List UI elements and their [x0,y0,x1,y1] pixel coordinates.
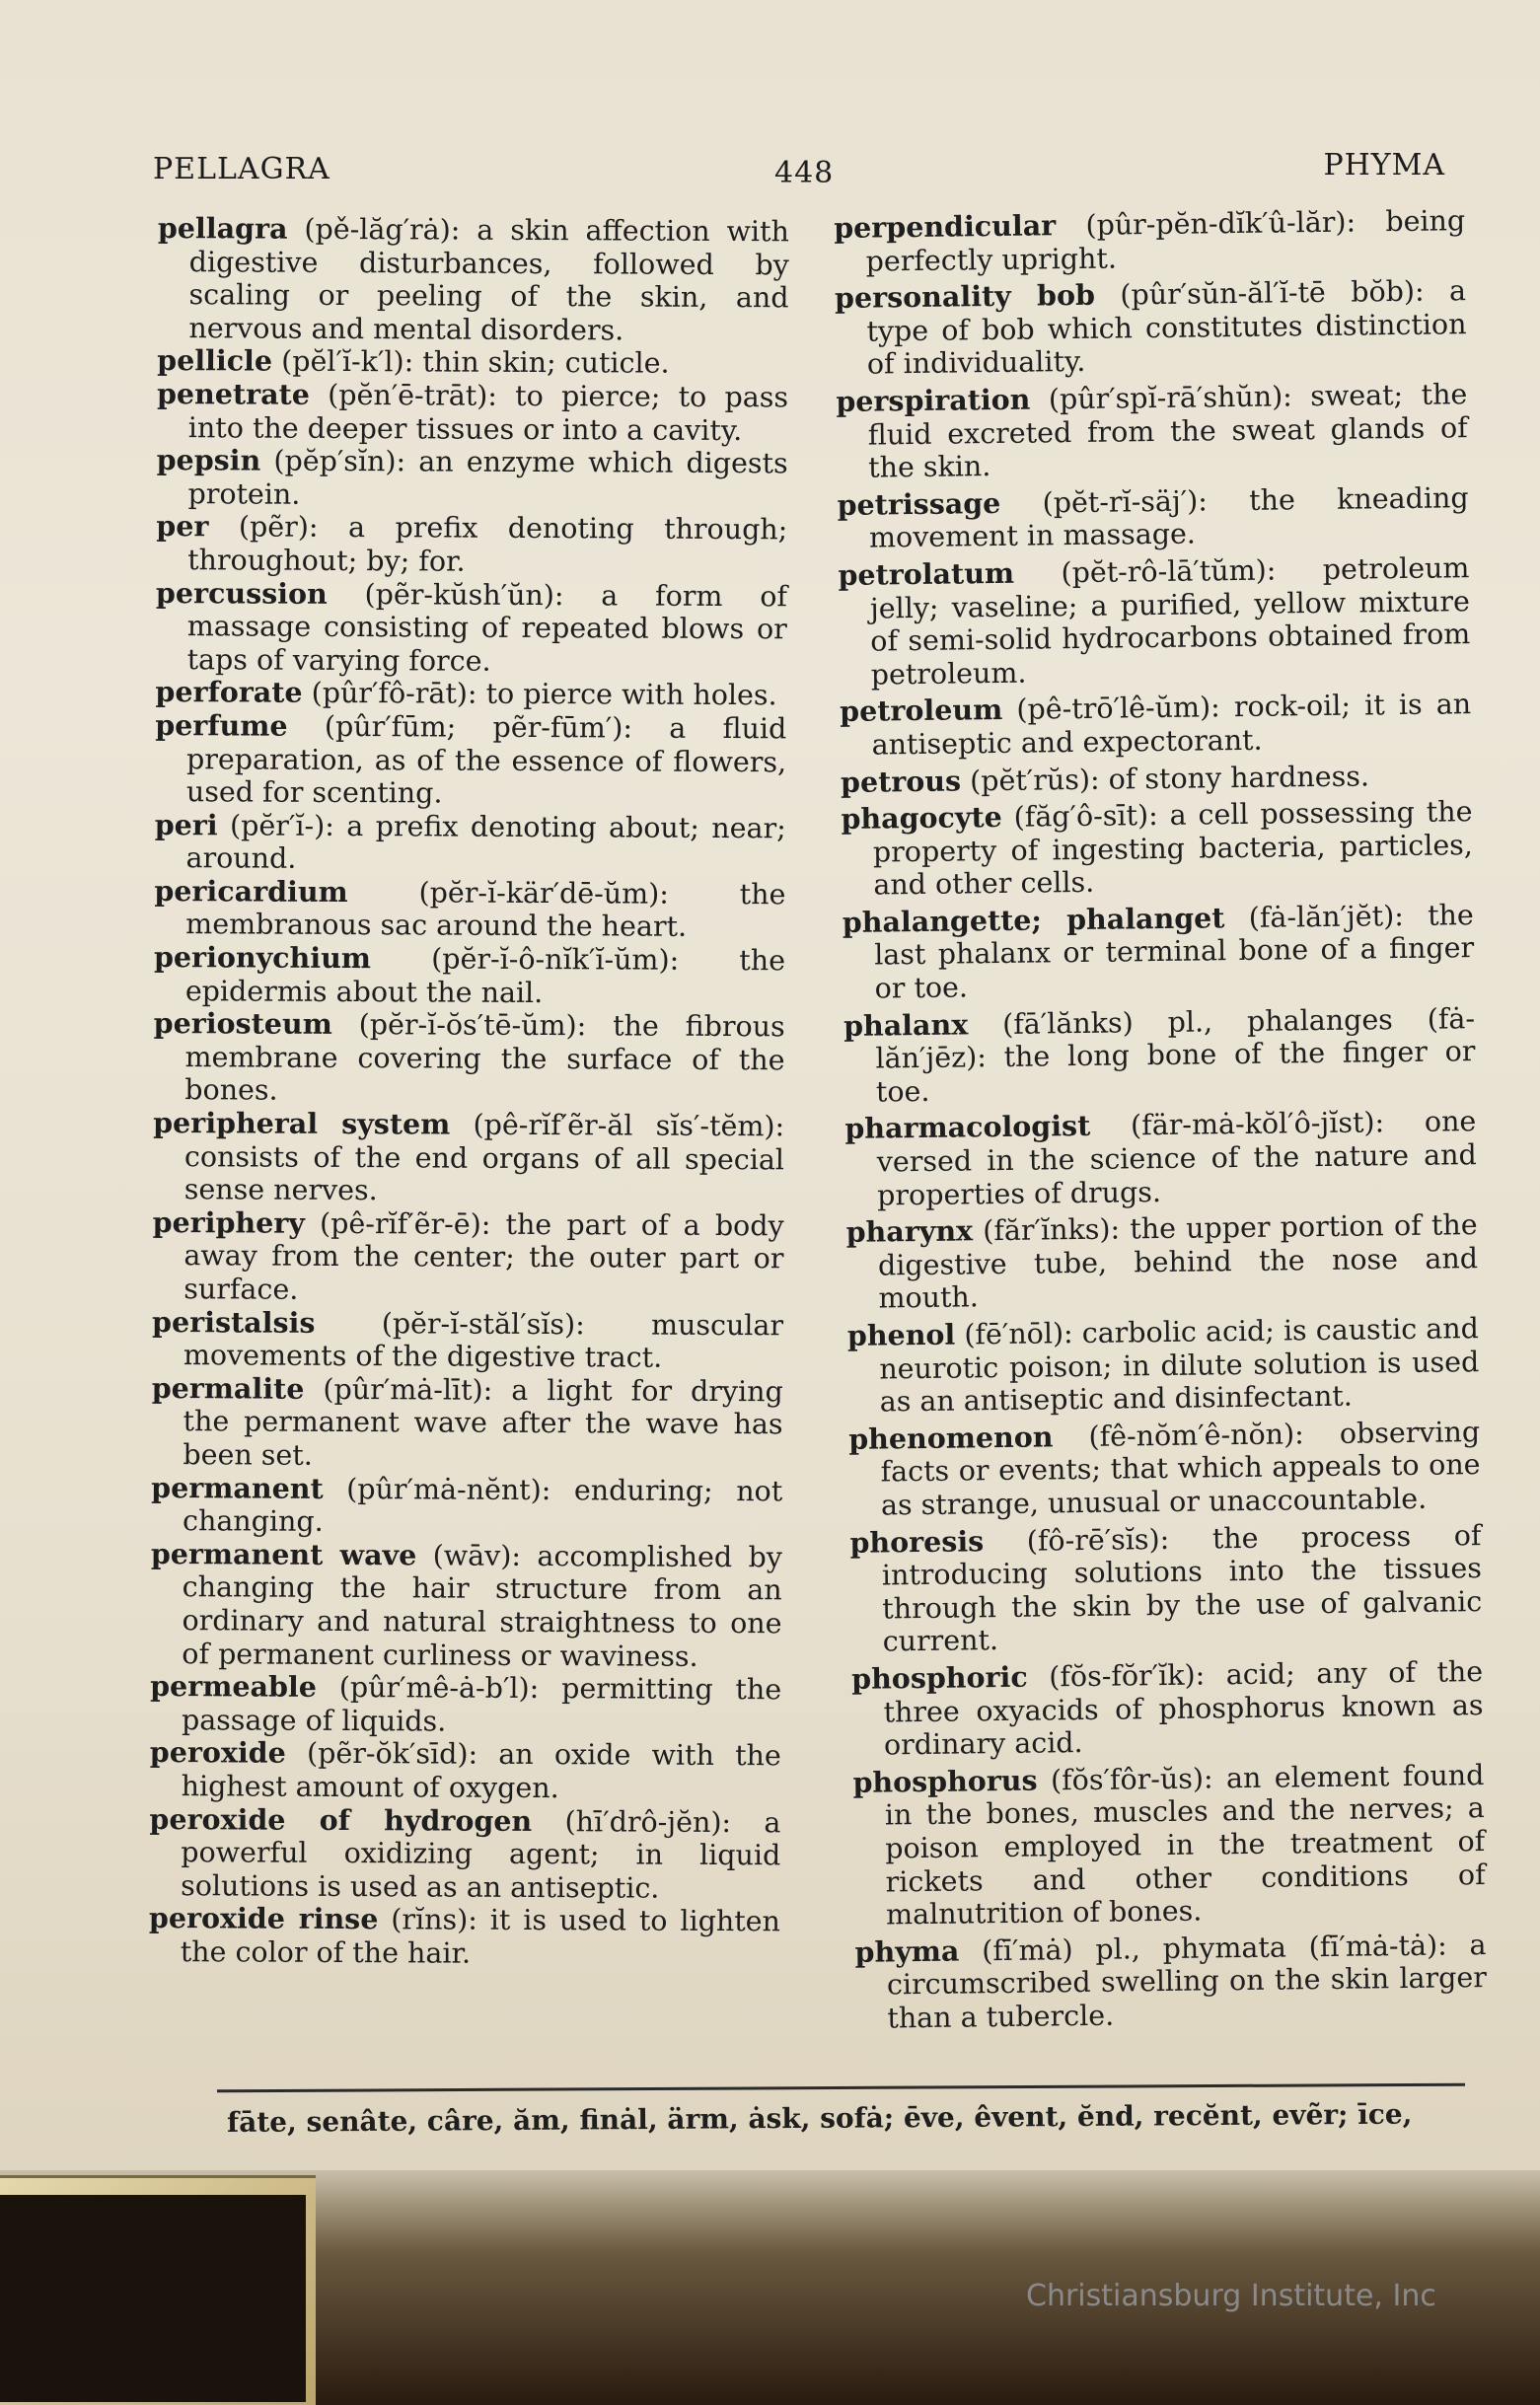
page-number: 448 [774,156,835,190]
entry-term: perfume [155,707,288,743]
dictionary-entry [155,709,787,812]
dictionary-entry [837,481,1469,555]
entry-term: petrissage [837,485,1001,522]
entry-definition: (pẽr-ŏk′sīd): an oxide with the highest amount of oxygen. [181,1737,781,1805]
dictionary-entry [836,378,1468,485]
entry-term: pharmacologist [844,1109,1091,1146]
dictionary-entry [150,1736,781,1806]
entry-term: periphery [152,1204,305,1240]
dictionary-entry [838,551,1471,692]
dictionary-entry [151,1472,782,1542]
entry-definition: (fär-mȧ-kŏl′ô-jĭst): one versed in the science of the nature and properties of drugs. [876,1105,1477,1212]
entry-term: petroleum [839,692,1003,729]
dictionary-entry [152,1206,784,1309]
entry-term: phenol [846,1317,956,1352]
entry-term: penetrate [156,376,310,411]
entry-definition: (fā′lănks) pl., phalanges (fȧ-lăn′jēz): the long bone of the finger or toe. [875,1001,1476,1109]
entry-definition: (pẽr-kŭsh′ŭn): a form of massage consisting of repeated blows or taps of varying force. [186,577,788,678]
entry-term: peripheral system [153,1106,451,1141]
entry-definition: (pê-rĭf′ẽr-ăl sĭs′-tĕm): consists of the end organs of all special sense nerves. [183,1108,785,1207]
entry-definition: (fē′nōl): carbolic acid; is caustic and neurotic poison; in dilute solution is used as an antiseptic and disinfectant. [879,1312,1480,1419]
entry-term: per [156,509,209,544]
entry-term: phenomenon [847,1420,1054,1456]
dictionary-entry [154,809,785,879]
dictionary-entry [157,212,789,348]
entry-definition: (făr′ĭnks): the upper portion of the digestive tube, behind the nose and mouth. [877,1208,1479,1315]
entry-term: phosphoric [850,1659,1028,1696]
watermark: Christiansburg Institute, Inc [1026,2279,1436,2313]
entry-term: periosteum [153,1006,332,1042]
entry-term: personality bob [834,277,1096,316]
entry-term: petrolatum [838,555,1015,592]
right-column [834,204,1488,2039]
dictionary-entry [841,759,1472,799]
entry-definition: (pê-trō′lê-ŭm): rock-oil; it is an antiseptic and expectorant. [871,688,1472,762]
entry-definition: (pûr′fô-rāt): to pierce with holes. [302,677,777,712]
dictionary-entry [843,1002,1476,1110]
dictionary-entry [848,1416,1481,1523]
running-header [153,148,1445,193]
entry-term: peri [154,807,218,842]
left-column [149,212,789,1972]
pronunciation-key: fāte, senâte, câre, ăm, finȧl, ärm, ȧsk, sofȧ; ēve, êvent, ĕnd, recĕnt, evẽr; īce, [227,2097,1413,2139]
dictionary-entry [157,344,788,381]
entry-definition: (pûr′mȧ-nĕnt): enduring; not changing. [182,1472,783,1539]
dictionary-entry [153,1107,785,1209]
dictionary-entry [150,1670,781,1740]
entry-definition: (fê-nŏm′ê-nŏn): observing facts or events; that which appeals to one as strange, unusual or unaccountable. [880,1415,1481,1522]
entry-term: peroxide [149,1735,286,1771]
entry-definition: (pĕr-ĭ-stăl′sĭs): muscular movements of the digestive tract. [183,1306,784,1374]
header-left-guide-word: PELLAGRA [153,152,330,186]
entry-term: phagocyte [841,800,1002,837]
dictionary-entry [845,1208,1478,1316]
entry-term: peroxide rinse [148,1901,379,1936]
dark-background [0,2195,306,2402]
dictionary-entry [843,899,1475,1006]
entry-term: peroxide of hydrogen [149,1801,533,1838]
dictionary-entry [851,1655,1484,1763]
dictionary-entry [154,941,785,1011]
entry-definition: (pĕt-rô-lā′tŭm): petroleum jelly; vaseline; a purified, yellow mixture of semi-solid hydrocarbons obtained from petroleum. [869,551,1471,692]
entry-definition: (hī′drô-jĕn): a powerful oxidizing agent; in liquid solutions is used as an antiseptic. [181,1804,781,1905]
entry-definition: (fī′mȧ) pl., phymata (fī′mȧ-tȧ): a circumscribed swelling on the skin larger than a tubercle. [886,1928,1488,2035]
dictionary-entry [156,510,787,580]
entry-definition: (pĕr-ĭ-ô-nĭk′ĭ-ŭm): the epidermis about the nail. [184,942,786,1009]
entry-term: petrous [840,763,962,799]
entry-definition: (wāv): accomplished by changing the hair structure from an ordinary and natural straightness to one of permanent curliness or waviness. [182,1539,782,1673]
entry-term: phoresis [849,1523,985,1560]
dictionary-entry [152,1306,783,1376]
entry-definition: (pûr′spĭ-rā′shŭn): sweat; the fluid excreted from the sweat glands of the skin. [867,378,1468,484]
dictionary-entry [151,1372,783,1475]
entry-definition: (pĕr′ĭ-): a prefix denoting about; near; around. [185,809,786,876]
entry-definition: (pĕr-ĭ-ŏs′tē-ŭm): the fibrous membrane covering the surface of the bones. [184,1008,785,1108]
entry-term: permeable [150,1669,317,1704]
entry-term: perpendicular [833,208,1057,245]
dictionary-entry [156,577,788,680]
entry-definition: (fȧ-lăn′jĕt): the last phalanx or terminal bone of a finger or toe. [874,899,1475,1005]
entry-term: permanent [151,1470,324,1505]
entry-definition: (pĕt′rŭs): of stony hardness. [960,759,1370,797]
dictionary-entry [852,1759,1486,1932]
entry-term: perspiration [836,382,1031,418]
entry-definition: (pûr-pĕn-dĭk′û-lăr): being perfectly upright. [865,204,1466,278]
dictionary-entry [150,1538,782,1674]
dictionary-entry [847,1312,1480,1420]
dictionary-entry [840,688,1472,762]
entry-definition: (rĭns): it is used to lighten the color of the hair. [180,1903,781,1970]
dictionary-entry [149,1902,780,1972]
dictionary-entry [153,1007,785,1110]
entry-term: pharynx [845,1213,974,1250]
entry-term: phosphorus [852,1763,1038,1799]
dictionary-entry [157,378,788,448]
entry-definition: (pẽr): a prefix denoting through; throughout; by; for. [187,510,788,578]
entry-definition: (pě-lăg′rȧ): a skin affection with digestive disturbances, followed by scaling or peeling of the skin, and nervous and mental disorders. [188,212,789,347]
entry-term: pepsin [156,443,261,477]
entry-term: peristalsis [152,1304,316,1340]
entry-definition: (pûr′sŭn-ăl′ĭ-tē bŏb): a type of bob which constitutes distinction of individuality. [866,274,1467,381]
entry-term: perforate [155,675,303,710]
dictionary-entry [834,204,1466,278]
entry-definition: (făg′ô-sīt): a cell possessing the property of ingesting bacteria, particles, and other cells. [872,795,1474,902]
entry-term: pericardium [154,873,348,909]
dictionary-entry [849,1519,1483,1659]
entry-term: phyma [854,1933,960,1969]
entry-term: phalangette; phalanget [842,901,1225,939]
dictionary-entry [854,1929,1487,2036]
entry-definition: (pûr′mê-ȧ-b′l): permitting the passage of liquids. [181,1670,782,1738]
entry-definition: (pûr′fūm; pẽr-fūm′): a fluid preparation, as of the essence of flowers, used for scenting. [185,709,787,810]
entry-term: pellicle [157,343,273,378]
entry-term: percussion [155,575,328,611]
dictionary-entry [844,1106,1477,1213]
entry-definition: (pûr′mȧ-līt): a light for drying the permanent wave after the wave has been set. [183,1372,783,1472]
entry-term: pellagra [157,211,288,246]
entry-term: permanent wave [150,1536,417,1572]
dictionary-entry [156,444,787,514]
dictionary-entry [154,875,785,945]
entry-definition: (pĕt-rĭ-säj′): the kneading movement in massage. [868,480,1469,554]
dictionary-entry [155,676,786,712]
entry-definition: (pê-rĭf′ẽr-ē): the part of a body away from the center; the outer part or surface. [183,1206,784,1306]
entry-definition: (fô-rē′sĭs): the process of introducing solutions into the tissues through the skin by the use of galvanic current. [881,1518,1483,1658]
entry-definition: (pĕp′sĭn): an enzyme which digests protein. [187,444,788,511]
header-right-guide-word: PHYMA [1323,148,1445,182]
dictionary-entry [149,1802,781,1905]
entry-term: perionychium [153,940,372,976]
entry-definition: (fŏs-fŏr′ĭk): acid; any of the three oxyacids of phosphorus known as ordinary acid. [883,1655,1484,1762]
entry-definition: (pĕn′ē-trāt): to pierce; to pass into the deeper tissues or into a cavity. [187,378,789,447]
dictionary-entry [835,274,1467,382]
entry-definition: (pĕl′ĭ-k′l): thin skin; cuticle. [271,344,670,381]
entry-definition: (pĕr-ĭ-kär′dē-ŭm): the membranous sac around the heart. [185,875,786,944]
dictionary-entry [841,795,1473,903]
entry-term: phalanx [843,1007,969,1043]
entry-term: permalite [151,1370,305,1406]
entry-definition: (fŏs′fôr-ŭs): an element found in the bones, muscles and the nerves; a poison employed in the treatment of rickets and other conditions of malnutrition of bones. [884,1758,1486,1931]
